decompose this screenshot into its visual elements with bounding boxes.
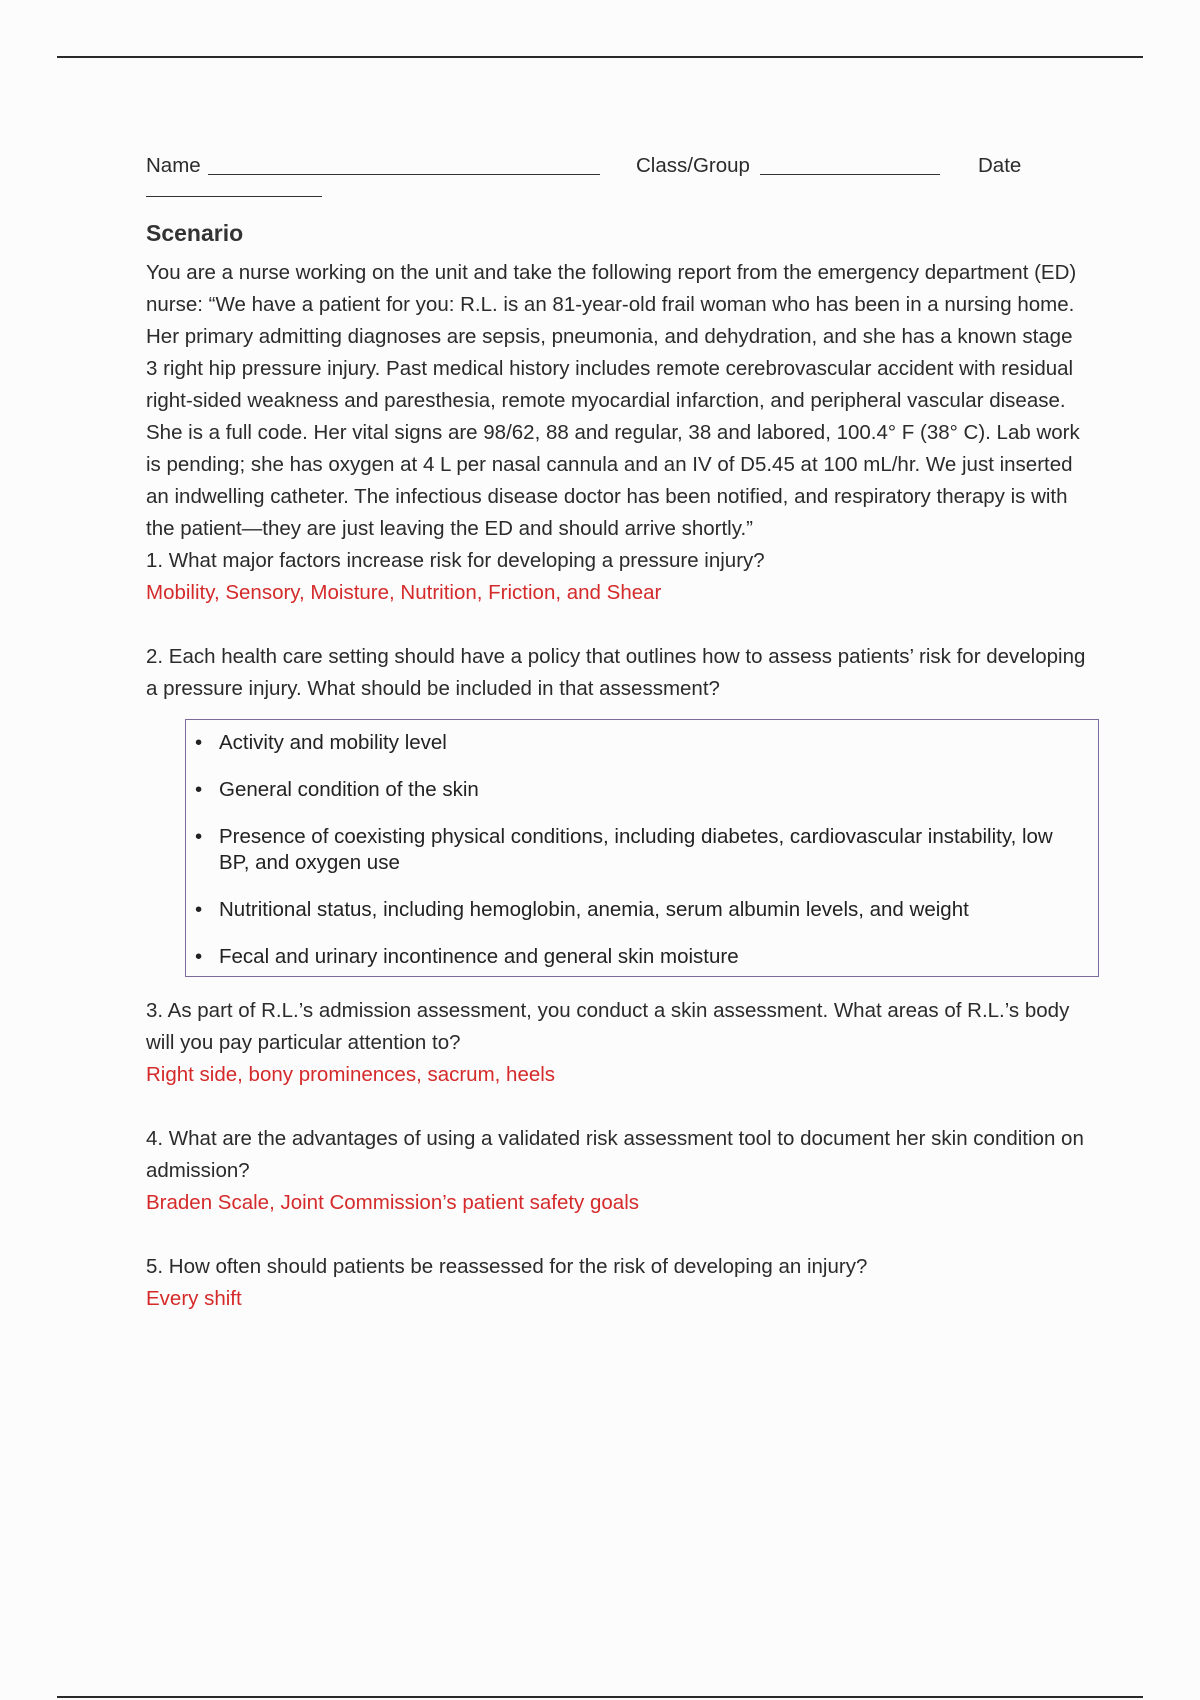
- list-item: • Activity and mobility level: [195, 731, 447, 754]
- answer-3: Right side, bony prominences, sacrum, heels: [146, 1063, 556, 1086]
- assessment-box: [185, 719, 1099, 977]
- header-row: [146, 150, 1086, 190]
- question-3: 3. As part of R.L.’s admission assessment, you conduct a skin assessment. What areas of R.L.’s body will you pay particular attention to?: [146, 999, 1070, 1054]
- question-2: 2. Each health care setting should have a policy that outlines how to assess patients’ risk for developing a pressure injury. What should be included in that assessment?: [146, 645, 1086, 700]
- worksheet: [146, 150, 1086, 1315]
- bullet-icon: •: [195, 945, 203, 968]
- date-blank[interactable]: [146, 196, 322, 197]
- bullet-icon: •: [195, 731, 203, 754]
- list-item: • Presence of coexisting physical conditions, including diabetes, cardiovascular instability, low BP, and oxygen use: [195, 825, 1053, 874]
- list-item: • General condition of the skin: [195, 778, 479, 801]
- date-label: Date: [978, 154, 1022, 177]
- answer-1: Mobility, Sensory, Moisture, Nutrition, Friction, and Shear: [146, 581, 662, 604]
- bullet-icon: •: [195, 898, 203, 921]
- question-4: 4. What are the advantages of using a validated risk assessment tool to document her skin condition on admission?: [146, 1127, 1084, 1182]
- name-blank[interactable]: [208, 174, 600, 175]
- answer-5: Every shift: [146, 1287, 242, 1310]
- list-item: • Fecal and urinary incontinence and general skin moisture: [195, 945, 739, 968]
- scenario-title: Scenario: [146, 220, 244, 246]
- class-group-label: Class/Group: [636, 154, 750, 177]
- bullet-icon: •: [195, 825, 203, 848]
- scenario-text: You are a nurse working on the unit and take the following report from the emergency department (ED) nurse: “We have a patient for you: R.L. is an 81-year-old frail woman who has been in a nursing home. Her primary admitting diagnoses are sepsis, pneumonia, and dehydration, and she has a known stage 3 right hip pressure injury. Past medical history includes remote cerebrovascular accident with residual right-sided weakness and paresthesia, remote myocardial infarction, and peripheral vascular disease. She is a full code. Her vital signs are 98/62, 88 and regular, 38 and labored, 100.4° F (38° C). Lab work is pending; she has oxygen at 4 L per nasal cannula and an IV of D5.45 at 100 mL/hr. We just inserted an indwelling catheter. The infectious disease doctor has been notified, and respiratory therapy is with the patient—they are just leaving the ED and should arrive shortly.”: [146, 261, 1080, 540]
- bullet-icon: •: [195, 778, 203, 801]
- top-rule: [57, 56, 1143, 58]
- name-label: Name: [146, 154, 201, 177]
- answer-4: Braden Scale, Joint Commission’s patient safety goals: [146, 1191, 640, 1214]
- class-group-blank[interactable]: [760, 174, 940, 175]
- bottom-rule: [57, 1696, 1143, 1698]
- list-item: • Nutritional status, including hemoglobin, anemia, serum albumin levels, and weight: [195, 898, 969, 921]
- question-5: 5. How often should patients be reassessed for the risk of developing an injury?: [146, 1255, 868, 1278]
- question-1: 1. What major factors increase risk for developing a pressure injury?: [146, 549, 765, 572]
